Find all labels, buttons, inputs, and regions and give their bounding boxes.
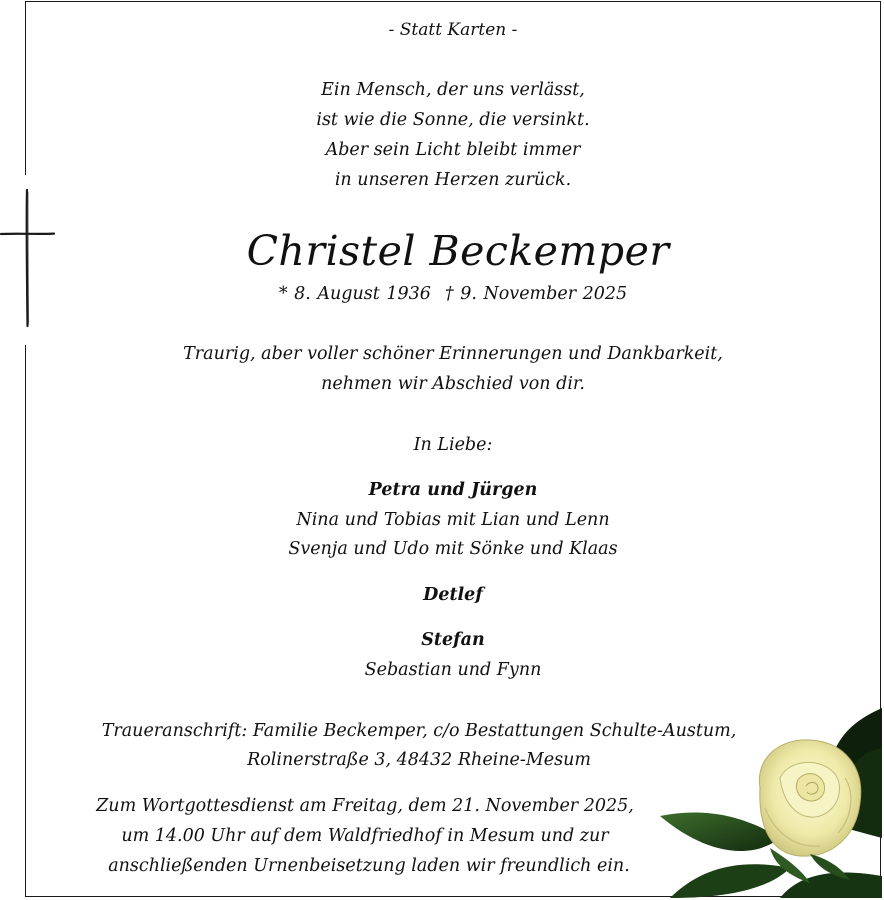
mourner-head-2: Detlef [423,585,483,605]
birth-date: * 8. August 1936 [278,284,431,304]
mourner-head-1: Petra und Jürgen [368,480,538,500]
poem-line-1: Ein Mensch, der uns verlässt, [321,80,585,100]
poem-line-3: Aber sein Licht bleibt immer [325,140,581,160]
message-line-1: Traurig, aber voller schöner Erinnerungen und Dankbarkeit, [183,344,723,364]
mourner-head-3: Stefan [421,630,485,650]
statt-karten-label: - Statt Karten - [388,20,518,40]
address-line-2: Rolinerstraße 3, 48432 Rheine-Mesum [247,750,591,770]
mourner-line-2: Svenja und Udo mit Sönke und Klaas [288,539,618,559]
deceased-name: Christel Beckemper [246,227,670,275]
life-dates [25,279,881,309]
message-line-2: nehmen wir Abschied von dir. [321,374,585,394]
mourners-intro: In Liebe: [413,435,493,455]
death-date: † 9. November 2025 [444,284,628,304]
mourner-line-3: Sebastian und Fynn [364,660,542,680]
rose-icon [660,708,882,898]
address-line-1: Traueranschrift: Familie Beckemper, c/o Bestattungen Schulte-Austum, [101,721,737,741]
service-line-2: um 14.00 Uhr auf dem Waldfriedhof in Mesum und zur [121,826,609,846]
service-line-1: Zum Wortgottesdienst am Freitag, dem 21. November 2025, [96,796,634,816]
poem-line-4: in unseren Herzen zurück. [334,170,572,190]
service-line-3: anschließenden Urnenbeisetzung laden wir freundlich ein. [108,856,630,876]
mourner-line-1: Nina und Tobias mit Lian und Lenn [296,510,610,530]
poem-line-2: ist wie die Sonne, die versinkt. [316,110,590,130]
